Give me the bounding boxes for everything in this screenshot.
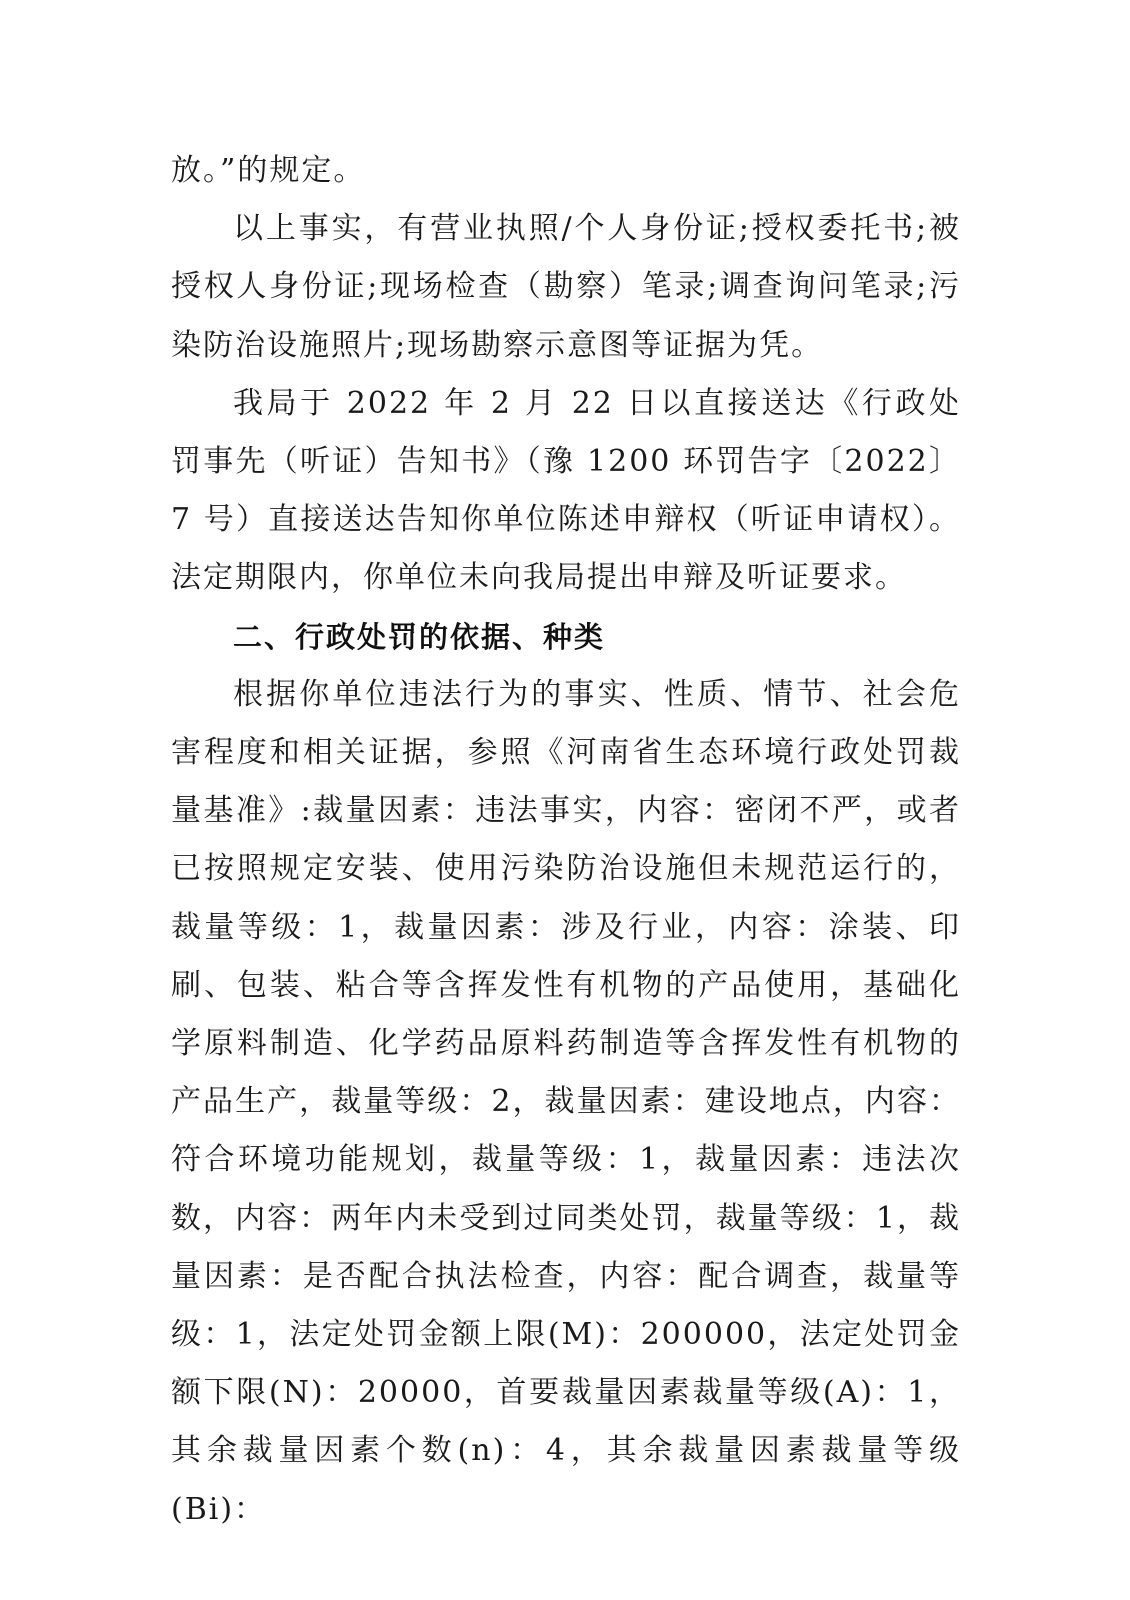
- paragraph-notice: 我局于 2022 年 2 月 22 日以直接送达《行政处罚事先（听证）告知书》（豫 1200 环罚告字〔2022〕7 号）直接送达告知你单位陈述申辩权（听证申请权）。法定期限内，你单位未向我局提出申辩及听证要求。: [171, 385, 961, 596]
- section-heading: 二、行政处罚的依据、种类: [233, 619, 606, 654]
- paragraph-continuation: 放。”的规定。: [171, 153, 366, 188]
- paragraph-basis: 根据你单位违法行为的事实、性质、情节、社会危害程度和相关证据，参照《河南省生态环境行政处罚裁量基准》:裁量因素：违法事实，内容：密闭不严，或者已按照规定安装、使用污染防治设施但未规范运行的，裁量等级：1，裁量因素：涉及行业，内容：涂装、印刷、包装、粘合等含挥发性有机物的产品使用，基础化学原料制造、化学药品原料药制造等含挥发性有机物的产品生产，裁量等级：2，裁量因素：建设地点，内容：符合环境功能规划，裁量等级：1，裁量因素：违法次数，内容：两年内未受到过同类处罚，裁量等级：1，裁量因素：是否配合执法检查，内容：配合调查，裁量等级：1，法定处罚金额上限(M)：200000，法定处罚金额下限(N)：20000，首要裁量因素裁量等级(A)：1，其余裁量因素个数(n)：4，其余裁量因素裁量等级(Bi)：: [171, 676, 961, 1527]
- paragraph-evidence: 以上事实，有营业执照/个人身份证;授权委托书;被授权人身份证;现场检查（勘察）笔录;调查询问笔录;污染防治设施照片;现场勘察示意图等证据为凭。: [171, 211, 961, 363]
- document-body: [171, 142, 961, 1539]
